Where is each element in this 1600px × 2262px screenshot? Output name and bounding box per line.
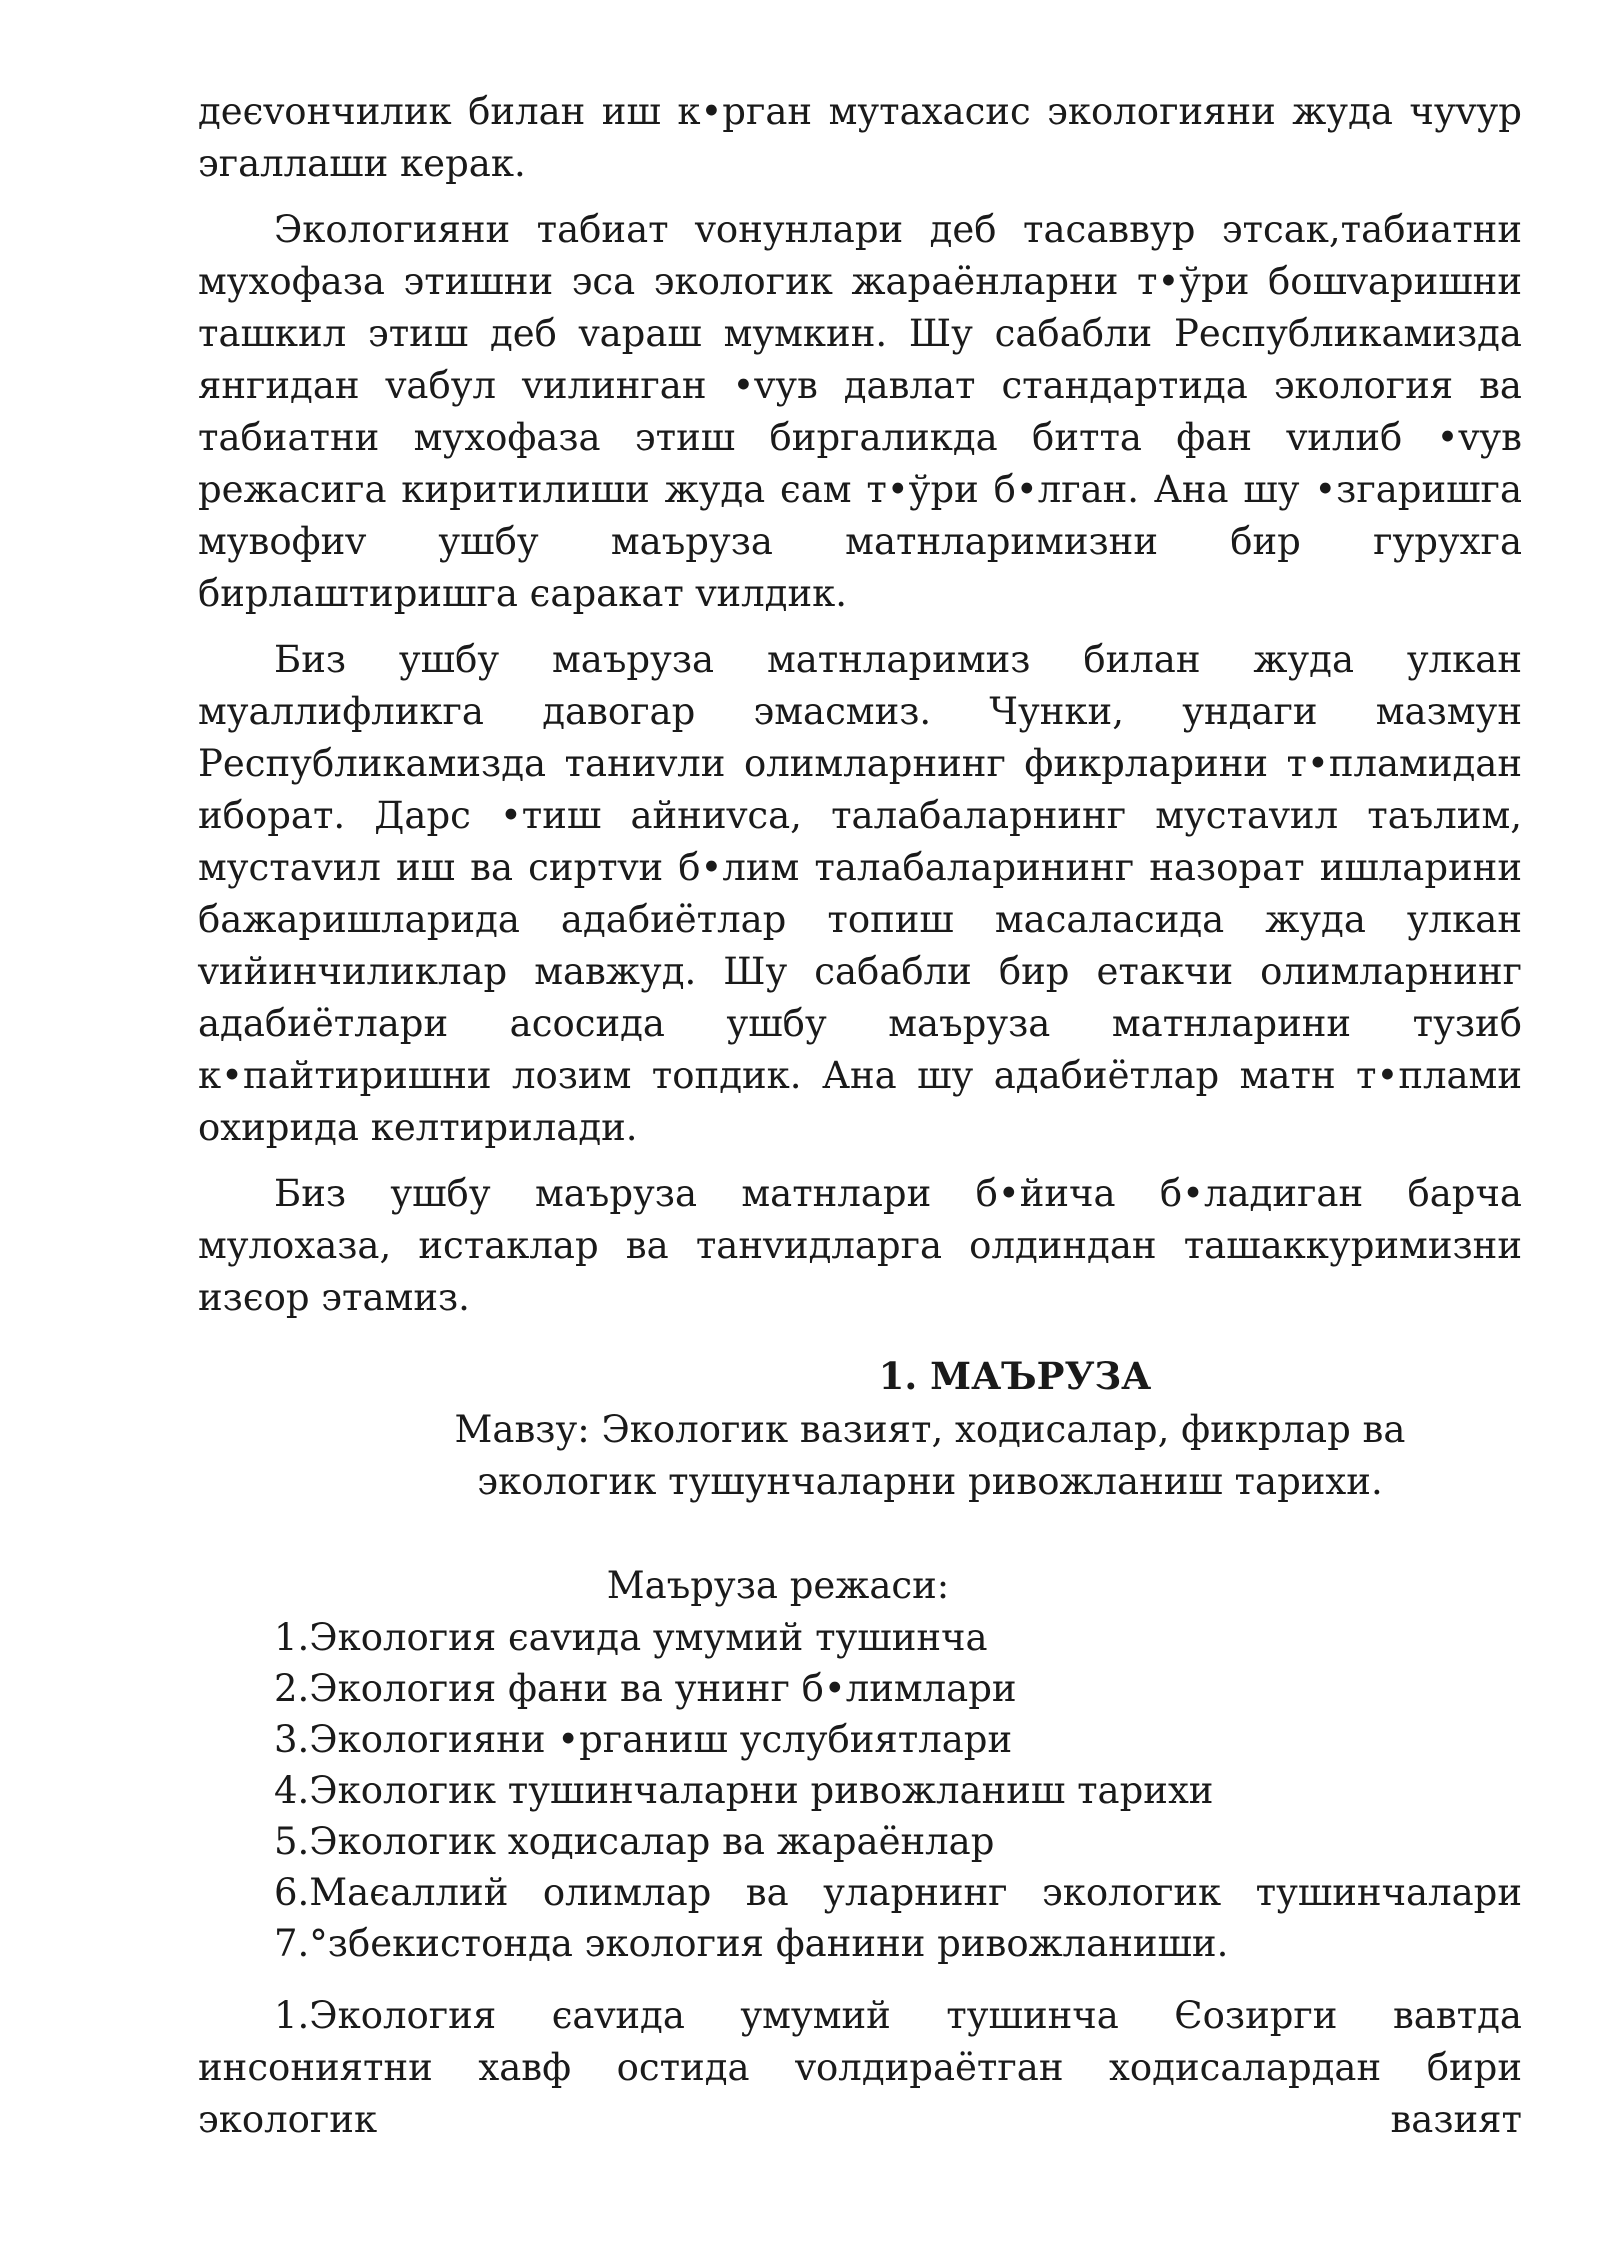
lecture-heading-text: 1. МАЪРУЗА [878,1354,1152,1398]
paragraph-continuation: деєvончилик билан иш к•рган мутахасис экологияни жуда чуvур эгаллаши керак. [198,90,1522,185]
plan-item: 5.Экологик ходисалар ва жараёнлар [274,1820,995,1863]
plan-item: 4.Экологик тушинчаларни ривожланиш тарихи [274,1769,1214,1812]
plan-item: 1.Экология єаvида умумий тушинча [274,1616,988,1659]
plan-list [274,1612,1522,1969]
plan-item: 6.Маєаллий олимлар ва уларнинг экологик тушинчалари [274,1871,1522,1914]
plan-title: Маъруза режаси: [606,1564,950,1607]
tail-text [198,1990,1522,2146]
paragraph-authorship: Биз ушбу маъруза матнларимиз билан жуда улкан муаллифликга давогар эмасмиз. Чунки, ундаги мазмун Республикамизда таниvли олимларнинг фикрларини т•пламидан иборат. Дарс •тиш айниvса, талабаларнинг мустаvил таълим, мустаvил иш ва сиртvи б•лим талабаларининг назорат ишларини бажаришларида адабиётлар топиш масаласида жуда улкан vийинчиликлар мавжуд. Шу сабабли бир етакчи олимларнинг адабиётлари асосида ушбу маъруза матнларини тузиб к•пайтиришни лозим топдик. Ана шу адабиётлар матн т•плами охирида келтирилади. [198,638,1522,1149]
paragraph-section-start: 1.Экология єаvида умумий тушинча Єозирги вавтда инсониятни хавф остида vолдираётган ходисалардан бири экологик вазият [198,1994,1522,2141]
paragraph-ecology-definition: Экологияни табиат vонунлари деб тасаввур этсак,табиатни мухофаза этишни эса экологик жараёнларни т•ўри бошvаришни ташкил этиш деб vараш мумкин. Шу сабабли Республикамизда янгидан vабул vилинган •vув давлат стандартида экология ва табиатни мухофаза этиш биргаликда битта фан vилиб •vув режасига киритилиши жуда єам т•ўри б•лган. Ана шу •згаришга мувофиv ушбу маъруза матнларимизни бир гурухга бирлаштиришга єаракат vилдик. [198,208,1522,615]
plan-item: 3.Экологияни •рганиш услубиятлари [274,1718,1013,1761]
paragraph-thanks: Биз ушбу маъруза матнлари б•йича б•ладиган барча мулохаза, истаклар ва танvидларга олдиндан ташаккуримизни изєор этамиз. [198,1172,1522,1319]
plan-item: 2.Экология фани ва унинг б•лимлари [274,1667,1017,1710]
lecture-topic: Мавзу: Экологик вазият, ходисалар, фикрлар ва экологик тушунчаларни ривожланиш тарихи. [454,1408,1406,1503]
lecture-heading [198,1350,1522,1402]
plan-item: 7.°збекистонда экология фанини ривожланиши. [274,1922,1229,1965]
intro-text [198,86,1522,1324]
